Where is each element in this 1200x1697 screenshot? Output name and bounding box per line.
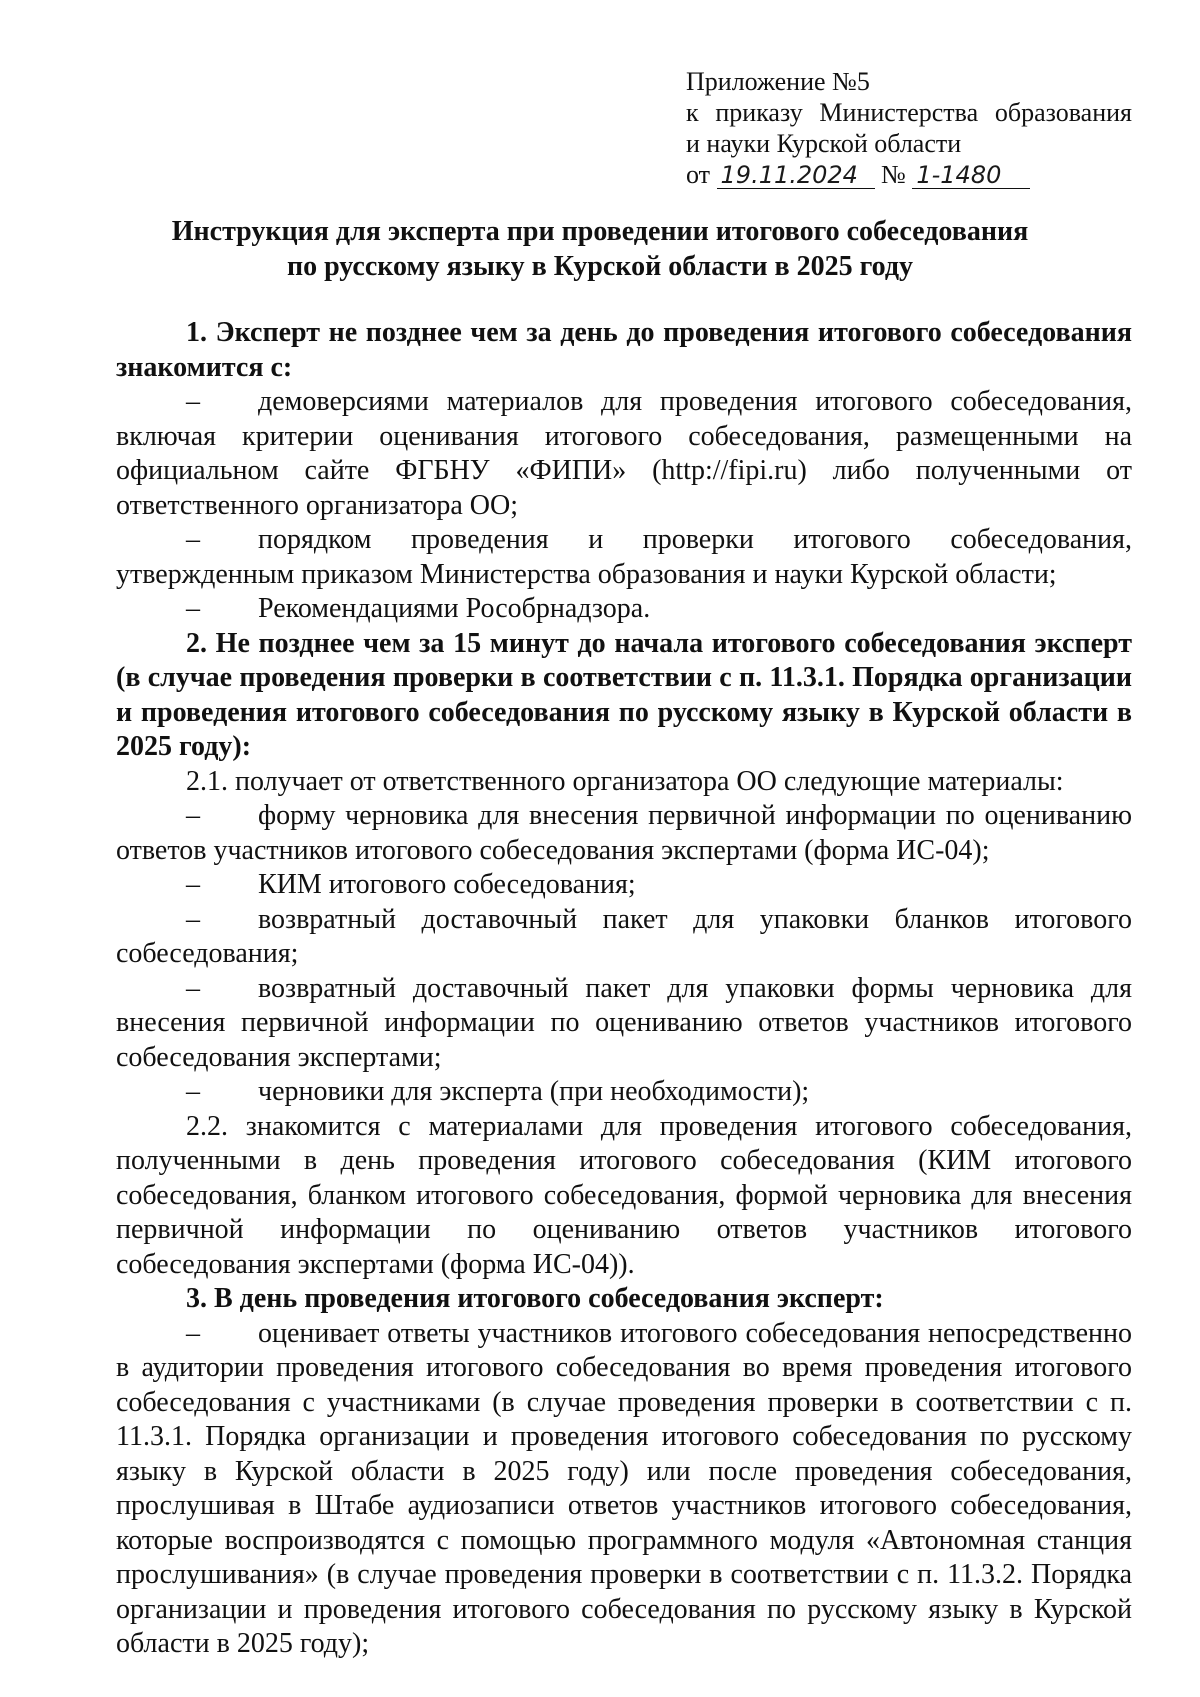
dash-marker: – <box>186 903 200 935</box>
appendix-number: Приложение №5 <box>686 67 870 96</box>
section-1-item-2 <box>116 523 1132 592</box>
item-text: оценивает ответы участников итогового собеседования непосредственно в аудитории проведения итогового собеседования во время проведения итогового собеседования с участниками (в случае проведения проверки в соответствии с п. 11.3.1. Порядка организации и проведения итогового собеседования по русскому языку в Курской области в 2025 году) или после проведения собеседования, прослушивая в Штабе аудиозаписи ответов участников итогового собеседования, которые воспроизводятся с помощью программного модуля «Автономная станция прослушивания» (в случае проведения проверки в соответствии с п. 11.3.2. Порядка организации и проведения итогового собеседования по русскому языку в Курской области в 2025 году); <box>116 1317 1132 1659</box>
item-text: черновики для эксперта (при необходимости); <box>258 1076 810 1107</box>
section-2-item-4 <box>116 972 1132 1076</box>
section-2-1: 2.1. получает от ответственного организатора ОО следующие материалы: <box>186 765 1064 797</box>
dash-marker: – <box>186 593 200 624</box>
item-text: Рекомендациями Рособрнадзора. <box>258 593 651 624</box>
dash-marker: – <box>186 524 200 555</box>
item-text: возвратный доставочный пакет для упаковки бланков итогового собеседования; <box>116 903 1132 969</box>
item-text: КИМ итогового собеседования; <box>258 869 636 900</box>
section-1-item-3 <box>116 592 1132 627</box>
dash-marker: – <box>186 1317 200 1349</box>
number-label: № <box>881 160 906 189</box>
dash-marker: – <box>186 386 200 417</box>
section-2-item-5 <box>116 1075 1132 1110</box>
appendix-region-line: и науки Курской области <box>686 129 962 158</box>
appendix-order-line: к приказу Министерства образования <box>686 98 1132 127</box>
appendix-header <box>686 66 1132 190</box>
item-text: демоверсиями материалов для проведения итогового собеседования, включая критерии оценивания итогового собеседования, размещенными на официальном сайте ФГБНУ «ФИПИ» (http://fipi.ru) либо полученными от ответственного организатора ОО; <box>116 386 1132 521</box>
item-text: порядком проведения и проверки итогового собеседования, утвержденным приказом Министерства образования и науки Курской области; <box>116 524 1132 590</box>
section-2-item-2 <box>116 868 1132 903</box>
appendix-date-line <box>686 159 1132 190</box>
title-line-2: по русскому языку в Курской области в 2025 году <box>286 251 914 282</box>
section-3-item-1 <box>116 1317 1132 1662</box>
section-2-item-3 <box>116 903 1132 972</box>
section-1-item-1 <box>116 385 1132 523</box>
section-2-2: 2.2. знакомится с материалами для проведения итогового собеседования, полученными в день проведения итогового собеседования (КИМ итогового собеседования, бланком итогового собеседования, формой черновика для внесения первичной информации по оцениванию ответов участников итогового собеседования экспертами (форма ИС-04)). <box>116 1110 1132 1280</box>
section-2-item-1 <box>116 799 1132 868</box>
item-text: форму черновика для внесения первичной информации по оцениванию ответов участников итогового собеседования экспертами (форма ИС-04); <box>116 800 1132 866</box>
dash-marker: – <box>186 869 200 900</box>
dash-marker: – <box>186 800 200 831</box>
handwritten-order-number: 1-1480 <box>912 162 1030 189</box>
handwritten-date: 19.11.2024 <box>717 162 875 189</box>
title-line-1: Инструкция для эксперта при проведении итогового собеседования <box>171 216 1029 247</box>
from-label: от <box>686 160 711 189</box>
section-1-heading: 1. Эксперт не позднее чем за день до проведения итогового собеседования знакомится с: <box>116 317 1132 383</box>
section-2-heading: 2. Не позднее чем за 15 минут до начала итогового собеседования эксперт (в случае проведения проверки в соответствии с п. 11.3.1. Порядка организации и проведения итогового собеседования по русскому языку в Курской области в 2025 году): <box>116 627 1132 762</box>
dash-marker: – <box>186 972 200 1004</box>
item-text: возвратный доставочный пакет для упаковки формы черновика для внесения первичной информации по оцениванию ответов участников итогового собеседования экспертами; <box>116 972 1132 1073</box>
dash-marker: – <box>186 1076 200 1107</box>
section-3-heading: 3. В день проведения итогового собеседования эксперт: <box>186 1283 884 1314</box>
document-body <box>116 316 1132 1662</box>
document-title <box>116 214 1084 284</box>
